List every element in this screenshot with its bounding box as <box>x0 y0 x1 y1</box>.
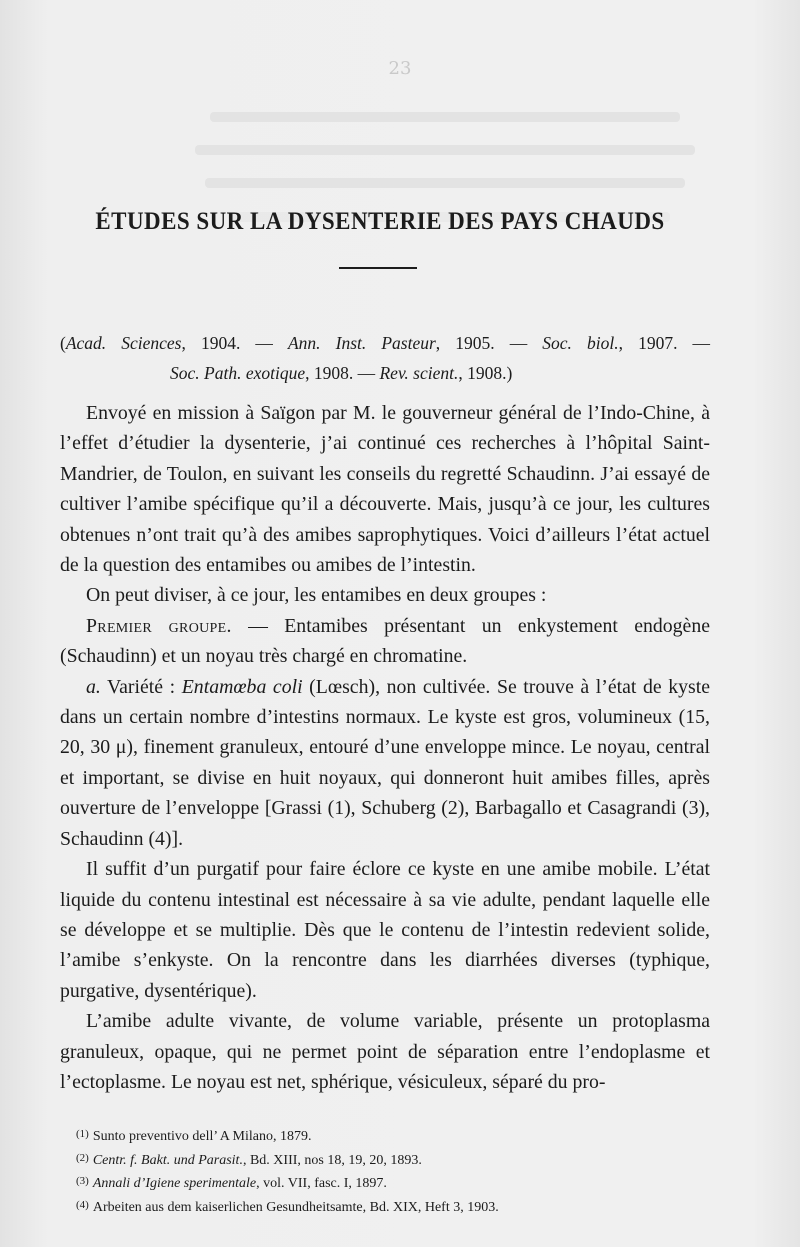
variety-label: Variété : <box>100 675 182 698</box>
paragraph-adult-amoeba: L’amibe adulte vivante, de volume variable, présente un protoplasma granuleux, opaque, qui ne permet point de séparation entre l’endoplasme et l’ectoplasme. Le noyau est net, sphérique, vésiculeux, séparé du pro- <box>60 1010 710 1093</box>
paragraph-intro: Envoyé en mission à Saïgon par M. le gouverneur général de l’Indo-Chine, à l’effet d’étudier la dysenterie, j’ai continué ces recherches à l’hôpital Saint-Mandrier, de Toulon, en suivant les conseils du regretté Schaudinn. J’ai essayé de cultiver l’amibe spécifique qu’il a découverte. Mais, jusqu’à ce jour, les cultures obtenues n’ont trait qu’à des amibes saprophytiques. Voici d’ailleurs l’état actuel de la question des entamibes ou amibes de l’intestin. <box>60 402 710 577</box>
text-segment: , 1908.) <box>458 363 513 383</box>
footnote-mark: (2) <box>76 1151 89 1164</box>
title-rule <box>339 267 417 269</box>
section-heading-first-group: Premier groupe. <box>86 614 232 637</box>
text-segment: , 1904. — <box>181 333 288 353</box>
italic-text: Soc. Path. exotique <box>170 363 306 383</box>
species-name: Entamœba coli <box>181 675 303 698</box>
italic-text: Annali d’Igiene sperimentale <box>92 1176 257 1191</box>
variety-description: (Lœsch), non cultivée. Se trouve à l’état de kyste dans un certain nombre d’intestins normaux. Le kyste est gros, volumineux (15, 20, 30 μ), finement granuleux, entouré d’une enveloppe mince. Le noyau, central et important, se divise en huit noyaux, qui donneront huit amibes filles, après ouverture de l’enveloppe [Grassi (1), Schuberg (2), Barbagallo et Casagrandi (3), Schaudinn (4)]. <box>60 675 710 850</box>
paragraph-variety-a <box>60 672 710 854</box>
footnotes <box>76 1124 716 1218</box>
footnote <box>76 1124 716 1148</box>
page-title: ÉTUDES SUR LA DYSENTERIE DES PAYS CHAUDS <box>95 208 665 235</box>
text-segment: , vol. VII, fasc. I, 1897. <box>256 1176 387 1191</box>
italic-text: Soc. biol. <box>542 333 619 353</box>
italic-text: Acad. Sciences <box>65 333 182 353</box>
paragraph-groups: On peut diviser, à ce jour, les entamibes en deux groupes : <box>86 584 547 607</box>
text-segment: , Bd. XIII, nos 18, 19, 20, 1893. <box>242 1152 422 1168</box>
text-segment: , 1907. — <box>618 333 711 353</box>
italic-text: Ann. Inst. Pasteur <box>287 333 436 353</box>
footnote-mark: (4) <box>76 1198 89 1211</box>
text-segment: , 1908. — <box>305 363 380 383</box>
show-through-text <box>0 0 800 300</box>
publication-references <box>60 328 710 388</box>
text-segment: , 1905. — <box>435 333 543 353</box>
page-number: 23 <box>388 58 412 79</box>
first-group-description: — Entamibes présentant un enkystement endogène (Schaudinn) et un noyau très chargé en chromatine. <box>60 614 711 668</box>
paragraph-first-group <box>60 611 710 672</box>
references-line-2 <box>60 358 710 388</box>
text-segment: ( <box>60 333 66 353</box>
paragraph-purgative: Il suffit d’un purgatif pour faire éclore ce kyste en une amibe mobile. L’état liquide du contenu intestinal est nécessaire à sa vie adulte, pendant laquelle elle se développe et se multiplie. Dès que le contenu de l’intestin redevient solide, l’amibe s’enkyste. On la rencontre dans les diarrhées diverses (typhique, purgative, dysentérique). <box>60 858 710 1002</box>
italic-text: Centr. f. Bakt. und Parasit. <box>92 1152 243 1168</box>
body-text <box>60 398 710 1097</box>
text-segment: Sunto preventivo dell’ A Milano, 1879. <box>92 1129 312 1144</box>
footnote <box>76 1171 716 1195</box>
italic-text: Rev. scient. <box>379 363 459 383</box>
footnote-mark: (3) <box>76 1175 89 1187</box>
footnote <box>76 1148 716 1172</box>
footnote-mark: (1) <box>76 1128 89 1140</box>
references-line-1 <box>60 328 710 358</box>
footnote <box>76 1195 716 1219</box>
variety-letter: a. <box>86 675 101 698</box>
text-segment: Arbeiten aus dem kaiserlichen Gesundheitsamte, Bd. XIX, Heft 3, 1903. <box>92 1199 499 1215</box>
